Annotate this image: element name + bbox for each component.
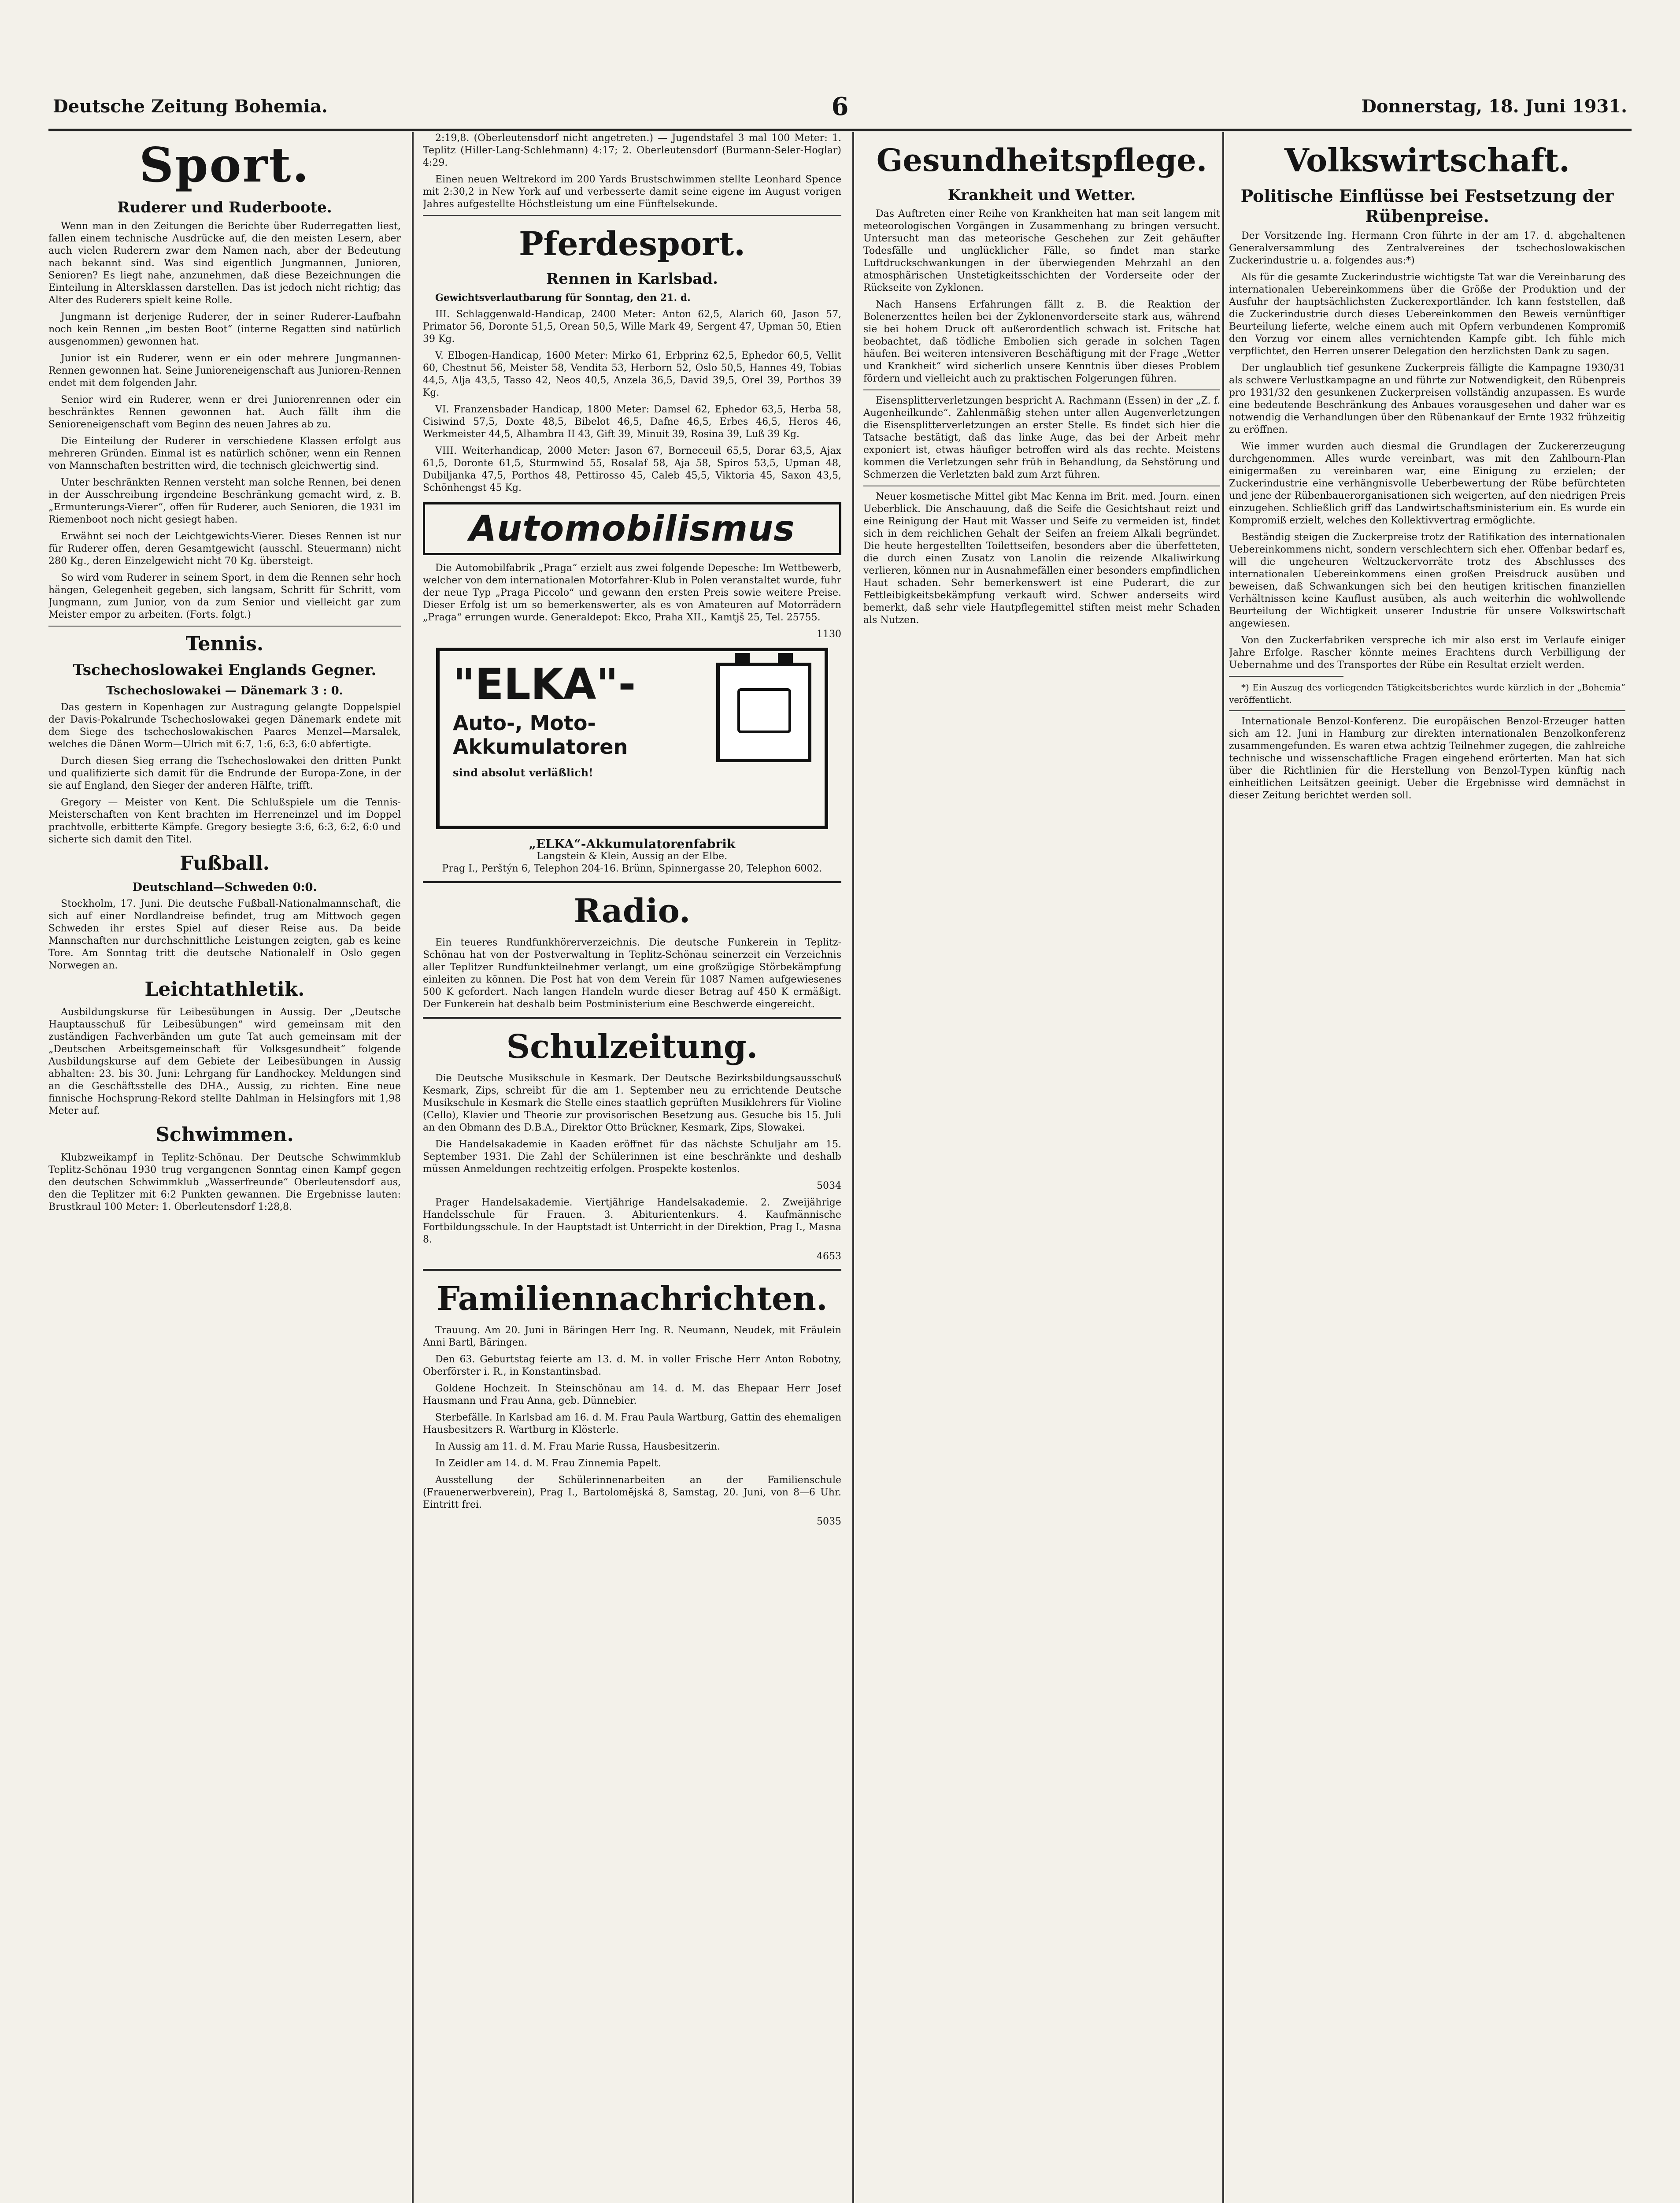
- race-entry: V. Elbogen-Handicap, 1600 Meter: Mirko 61, Erbprinz 62,5, Ephedor 60,5, Vellit 60, Chestnut 56, Meister 58, Vendita 53, Herborn 52, Oslo 50,5, Hannes 49, Tobias 44,5, Alja 43,5, Tasso 42, Neos 40,5, Anzela 36,5, David 39,5, Orel 39, Porthos 39 Kg.: [423, 350, 841, 398]
- divider: [423, 215, 841, 216]
- article-heading-karlsbad: Rennen in Karlsbad.: [546, 270, 718, 288]
- article-heading-tennis: Tschechoslowakei Englands Gegner.: [73, 661, 377, 679]
- article-paragraph: Die Einteilung der Ruderer in verschiedene Klassen erfolgt aus mehreren Gründen. Einmal ist es natürlich schöner, wenn ein Rennen von Mannschaften bestritten wird, die technisch gleichwertig sind.: [48, 436, 401, 471]
- section-heading-tennis: Tennis.: [185, 633, 264, 655]
- section-heading-leichtathletik: Leichtathletik.: [144, 978, 305, 1001]
- section-title-schulzeitung: Schulzeitung.: [506, 1028, 758, 1066]
- race-entry: VIII. Weiterhandicap, 2000 Meter: Jason 67, Borneceuil 65,5, Dorar 63,5, Ajax 61,5, Doronte 61,5, Sturmwind 55, Rosalaf 58, Aja 58, Spiros 53,5, Upman 48, Dubiljanka 47,5, Porthos 48, Pettirosso 45, Caleb 45,5, Viktoria 45, Saxon 43,5, Schönhengst 45 Kg.: [423, 445, 841, 493]
- header-rule: [48, 129, 1632, 131]
- article-paragraph: Von den Zuckerfabriken verspreche ich mir also erst im Verlaufe einiger Jahre Erfolge. Rascher könnte meines Erachtens durch Verbilligung der Uebernahme und des Transportes der Rübe ein Resultat erzielt werden.: [1229, 635, 1625, 671]
- article-paragraph: Beständig steigen die Zuckerpreise trotz der Ratifikation des internationalen Uebereinkommens nicht, sondern verschlechtern sich eher. Offenbar bedarf es, will die ungeheuren Weltzuckervorräte trotz des Abschlusses des internationalen Uebereinkommens einen großen Preisdruck ausüben und beweisen, daß Schwankungen sich bei den heutigen kritischen finanziellen Verhältnissen keine Kauflust ausüben, als auch weiterhin die wohlwollende Beurteilung der Wichtigkeit unserer Industrie für unsere Volkswirtschaft angewiesen.: [1229, 532, 1625, 629]
- article-paragraph: Nach Hansens Erfahrungen fällt z. B. die Reaktion der Bolenerzenttes heilen bei der Zyklonenvorderseite stark aus, während sie bei hohem Druck oft außerordentlich schwach ist. Fritsche hat beobachtet, daß tödliche Embolien sich gerade in solchen Tagen häufen. Bei weiteren intensiveren Beschäftigung mit der Frage „Wetter und Krankheit“ wird sicherlich unsere Kenntnis über dieses Problem fördern und vielleicht auch zu praktischen Folgerungen führen.: [863, 299, 1220, 384]
- article-paragraph: Internationale Benzol-Konferenz. Die europäischen Benzol-Erzeuger hatten sich am 12. Juni in Hamburg zur direkten internationalen Benzolkonferenz zusammengefunden. Es waren etwa achtzig Teilnehmer zugegen, die zahlreiche technische und wissenschaftliche Fragen eingehend erörterten. Man hat sich über die Richtlinien für die Herstellung von Benzol-Typen künftig nach einheitlichen Leitsätzen geeinigt. Ueber die Ergebnisse wird demnächst in dieser Zeitung berichtet werden soll.: [1229, 716, 1625, 801]
- section-title-automobilismus: Automobilismus: [469, 508, 795, 549]
- article-paragraph: Klubzweikampf in Teplitz-Schönau. Der Deutsche Schwimmklub Teplitz-Schönau 1930 trug vergangenen Sonntag einen Kampf gegen den deutschen Schwimmklub „Wasserfreunde“ Oberleutensdorf aus, den die Teplitzer mit 6:2 Punkten gewannen. Die Ergebnisse lauten: Brustkraul 100 Meter: 1. Oberleutensdorf 1:28,8.: [48, 1152, 401, 1213]
- masthead-name: Deutsche Zeitung Bohemia.: [53, 96, 328, 117]
- section-title-radio: Radio.: [574, 892, 691, 930]
- article-paragraph: In Zeidler am 14. d. M. Frau Zinnemia Papelt.: [435, 1458, 662, 1469]
- article-paragraph: In Aussig am 11. d. M. Frau Marie Russa, Hausbesitzerin.: [435, 1441, 721, 1452]
- section-title-pferdesport: Pferdesport.: [518, 225, 746, 263]
- running-header: [53, 93, 1627, 129]
- match-result: Tschechoslowakei — Dänemark 3 : 0.: [106, 684, 343, 697]
- elka-footer: [423, 838, 841, 875]
- footnote-rule: [1229, 676, 1343, 677]
- column-divider: [412, 132, 414, 2203]
- article-heading-krankheit: Krankheit und Wetter.: [947, 186, 1136, 204]
- article-paragraph: Stockholm, 17. Juni. Die deutsche Fußball-Nationalmannschaft, die sich auf einer Nordlandreise befindet, trug am Mittwoch gegen Schweden ihr erstes Spiel auf dieser Reise aus. Da beide Mannschaften nur durchschnittliche Leistungen zeigten, gab es keine Tore. Am Sonntag tritt die deutsche Nationalelf in Oslo gegen Norwegen an.: [48, 898, 401, 971]
- battery-icon: [716, 663, 811, 762]
- article-paragraph: Der Vorsitzende Ing. Hermann Cron führte in der am 17. d. abgehaltenen Generalversammlung des Zentralvereines der tschechoslowakischen Zuckerindustrie u. a. folgendes aus:*): [1229, 230, 1625, 266]
- elka-branches: Prag I., Perštýn 6, Telephon 204-16. Brünn, Spinnergasse 20, Telephon 6002.: [442, 863, 822, 874]
- column-volkswirtschaft: [1229, 132, 1625, 2203]
- article-heading-rubenpreise: Politische Einflüsse bei Festsetzung der Rübenpreise.: [1240, 186, 1614, 226]
- article-paragraph: Das Auftreten einer Reihe von Krankheiten hat man seit langem mit meteorologischen Vorgängen in Zusammenhang zu bringen versucht. Untersucht man das meteorische Geschehen zur Zeit gehäufter Todesfälle und unglücklicher Fälle, so findet man starke Luftdruckschwankungen in der überwiegenden Mehrzahl an den atmosphärischen Unstetigkeitsschichten der Vorderseite oder der Rückseite von Zyklonen.: [863, 208, 1220, 293]
- column-sport: [48, 132, 401, 2203]
- section-title-volkswirtschaft: Volkswirtschaft.: [1284, 141, 1570, 179]
- divider: [1229, 710, 1625, 711]
- article-paragraph: Gregory — Meister von Kent. Die Schlußspiele um die Tennis-Meisterschaften von Kent brachten im Herreneinzel und im Doppel prachtvolle, erbitterte Kämpfe. Gregory besiegte 3:6, 6:3, 6:2, 6:0 und sicherte sich damit den Titel.: [48, 797, 401, 845]
- column-gesundheit: [863, 132, 1220, 2203]
- article-paragraph: Die Automobilfabrik „Praga“ erzielt aus zwei folgende Depesche: Im Wettbewerb, welcher von dem internationalen Motorfahrer-Klub in Polen veranstaltet wurde, fuhr der neue Typ „Praga Piccolo“ und gewann den ersten Preis sowie weitere Preise. Dieser Erfolg ist um so bemerkenswerter, als es von Amateuren auf Motorrädern „Praga“ errungen wurde. Generaldepot: Ekco, Praha XII., Kamtjš 25, Tel. 25755.: [423, 563, 841, 623]
- article-paragraph: Ausbildungskurse für Leibesübungen in Aussig. Der „Deutsche Hauptausschuß für Leibesübungen“ wird gemeinsam mit den zuständigen Fachverbänden um gute Tat auch gemeinsam mit der „Deutschen Arbeitsgemeinschaft für Volksgesundheit“ folgende Ausbildungskurse auf dem Gebiete der Leibesübungen in Aussig abhalten: 23. bis 30. Juni: Lehrgang für Landhockey. Meldungen sind an die Geschäftsstelle des DHA., Aussig, zu richten. Eine neue finnische Hochsprung-Rekord stellte Dahlman in Helsingfors mit 1,98 Meter auf.: [48, 1007, 401, 1116]
- section-heading-fussball: Fußball.: [180, 852, 270, 875]
- article-paragraph: Ein teueres Rundfunkhörerverzeichnis. Die deutsche Funkerein in Teplitz-Schönau hat von der Postverwaltung in Teplitz-Schönau seinerzeit ein Verzeichnis aller Teplitzer Rundfunkteilnehmer verlangt, um eine großzügige Störbekämpfung einleiten zu können. Die Post hat von dem Verein für 1087 Namen aufgewiesenes 500 K gefordert. Nach langen Handeln wurde dieser Betrag auf 450 K ermäßigt. Der Funkerein hat deshalb beim Postministerium eine Beschwerde eingereicht.: [423, 937, 841, 1010]
- article-paragraph: Als für die gesamte Zuckerindustrie wichtigste Tat war die Vereinbarung des internationalen Uebereinkommens über die Größe der Produktion und der Ausfuhr der hauptsächlichsten Zuckerexportländer. Ich kann feststellen, daß die Zuckerindustrie durch dieses Uebereinkommen den Beweis vernünftiger Beurteilung lieferte, welche einem auch mit Opfern verbundenen Kompromiß den Vorzug vor einem alles vernichtenden Kampfe gibt. Ich fühle mich verpflichtet, den Herren unserer Delegation den herzlichsten Dank zu sagen.: [1229, 272, 1625, 357]
- article-paragraph: 2:19,8. (Oberleutensdorf nicht angetreten.) — Jugendstafel 3 mal 100 Meter: 1. Teplitz (Hiller-Lang-Schlehmann) 4:17; 2. Oberleutensdorf (Burmann-Seler-Hoglar) 4:29.: [423, 133, 841, 168]
- article-paragraph: Den 63. Geburtstag feierte am 13. d. M. in voller Frische Herr Anton Robotny, Oberförster i. R., in Konstantinsbad.: [423, 1354, 841, 1377]
- article-paragraph: Jungmann ist derjenige Ruderer, der in seiner Ruderer-Laufbahn noch kein Rennen „im besten Boot“ (interne Regatten sind natürlich ausgenommen) gewonnen hat.: [48, 312, 401, 347]
- article-paragraph: So wird vom Ruderer in seinem Sport, in dem die Rennen sehr hoch hängen, Gelegenheit gegeben, sich langsam, Schritt für Schritt, vom Jungmann, zum Junior, von da zum Senior und vielleicht gar zum Meister empor zu arbeiten. (Forts. folgt.): [48, 572, 401, 620]
- automobilismus-box: [423, 502, 841, 555]
- article-paragraph: Sterbefälle. In Karlsbad am 16. d. M. Frau Paula Wartburg, Gattin des ehemaligen Hausbesitzers R. Wartburg in Klösterle.: [423, 1412, 841, 1435]
- article-paragraph: Eisensplitterverletzungen bespricht A. Rachmann (Essen) in der „Z. f. Augenheilkunde“. Zahlenmäßig stehen unter allen Augenverletzungen die Eisensplitterverletzungen an erster Stelle. Es findet sich hier die Tatsache bestätigt, daß das linke Auge, das bei der Arbeit mehr exponiert ist, etwas häufiger betroffen wird als das rechte. Meistens kommen die Verletzungen sehr früh in Behandlung, da Sehstörung und Schmerzen die Verletzten bald zum Arzt führen.: [863, 395, 1220, 480]
- issue-date: Donnerstag, 18. Juni 1931.: [1361, 96, 1627, 117]
- elka-company: „ELKA“-Akkumulatorenfabrik: [529, 837, 736, 851]
- elka-advertisement: [436, 648, 828, 829]
- article-paragraph: Ausstellung der Schülerinnenarbeiten an der Familienschule (Frauenerwerbverein), Prag I., Bartolomějská 8, Samstag, 20. Juni, von 8—6 Uhr. Eintritt frei.: [423, 1475, 841, 1510]
- battery-terminal: [778, 653, 793, 664]
- elka-tagline: sind absolut verläßlich!: [453, 766, 593, 779]
- battery-gauge: [737, 688, 791, 733]
- section-heading-schwimmen: Schwimmen.: [155, 1124, 294, 1146]
- elka-brand: "ELKA"-: [453, 660, 636, 709]
- section-title-familie: Familiennachrichten.: [437, 1280, 828, 1318]
- article-paragraph: Prager Handelsakademie. Viertjährige Handelsakademie. 2. Zweijährige Handelsschule für Frauen. 3. Abiturientenkurs. 4. Kaufmännische Fortbildungsschule. In der Hauptstadt ist Unterricht in der Direktion, Prag I., Masna 8.: [423, 1197, 841, 1245]
- ad-code: 1130: [817, 629, 841, 640]
- article-paragraph: Junior ist ein Ruderer, wenn er ein oder mehrere Jungmannen-Rennen gewonnen hat. Seine Junioreneigenschaft aus Junioren-Rennen endet mit dem folgenden Jahr.: [48, 353, 401, 389]
- column-divider: [1222, 132, 1224, 2203]
- ad-code: 4653: [817, 1251, 841, 1262]
- footnote: *) Ein Auszug des vorliegenden Tätigkeitsberichtes wurde kürzlich in der „Bohemia“ veröffentlicht.: [1229, 682, 1625, 705]
- column-two: [423, 132, 841, 2203]
- article-paragraph: Neuer kosmetische Mittel gibt Mac Kenna im Brit. med. Journ. einen Ueberblick. Die Anschauung, daß die Seife die Gesichtshaut reizt und eine Reinigung der Haut mit Wasser und Seife zu vermeiden ist, findet sich in dem reichlichen Gehalt der Seifen an freiem Alkali begründet. Die heute hergestellten Toilettseifen, besonders aber die überfetteten, die durch einen Zusatz von Lanolin die reizende Alkaliwirkung verlieren, können nur in Ausnahmefällen einer besonders empfindlichen Haut schaden. Sehr bemerkenswert ist eine Puderart, die zur Fettleibigkeitsbekämpfung verkauft wird. Schwer anderseits wird bemerkt, daß sehr viele Hautpflegemittel stiften meist mehr Schaden als Nutzen.: [863, 491, 1220, 626]
- divider: [423, 881, 841, 883]
- article-paragraph: Goldene Hochzeit. In Steinschönau am 14. d. M. das Ehepaar Herr Josef Hausmann und Frau Anna, geb. Dünnebier.: [423, 1383, 841, 1406]
- article-paragraph: Wenn man in den Zeitungen die Berichte über Ruderregatten liest, fallen einem technische Ausdrücke auf, die den meisten Lesern, aber auch vielen Ruderern zwar dem Namen nach, aber der Bedeutung nach bekannt sind. Was sind eigentlich Jungmannen, Junioren, Senioren? Es liegt nahe, anzunehmen, daß diese Bezeichnungen die Einteilung in Altersklassen darstellen. Das ist jedoch nicht richtig; das Alter des Ruderers spielt keine Rolle.: [48, 221, 401, 306]
- ad-code: 5035: [817, 1516, 841, 1527]
- divider: [423, 1017, 841, 1019]
- section-title-sport: Sport.: [139, 137, 310, 193]
- article-paragraph: Erwähnt sei noch der Leichtgewichts-Vierer. Dieses Rennen ist nur für Ruderer offen, deren Gesamtgewicht (ausschl. Steuermann) nicht 280 Kg., deren Einzelgewicht nicht 70 Kg. übersteigt.: [48, 531, 401, 567]
- divider: [48, 626, 401, 627]
- match-result: Deutschland—Schweden 0:0.: [132, 881, 317, 894]
- race-entry: III. Schlaggenwald-Handicap, 2400 Meter: Anton 62,5, Alarich 60, Jason 57, Primator 56, Doronte 51,5, Orean 50,5, Wille Mark 49, Sergent 47, Upman 50, Etien 39 Kg.: [423, 309, 841, 345]
- divider: [863, 389, 1220, 390]
- article-paragraph: Die Handelsakademie in Kaaden eröffnet für das nächste Schuljahr am 15. September 1931. Die Zahl der Schülerinnen ist eine beschränkte und deshalb müssen Anmeldungen rechtzeitig erfolgen. Prospekte kostenlos.: [423, 1139, 841, 1175]
- page-number: 6: [831, 92, 849, 121]
- ad-code: 5034: [817, 1180, 841, 1191]
- article-paragraph: Trauung. Am 20. Juni in Bäringen Herr Ing. R. Neumann, Neudek, mit Fräulein Anni Bartl, Bäringen.: [423, 1325, 841, 1348]
- race-entry: VI. Franzensbader Handicap, 1800 Meter: Damsel 62, Ephedor 63,5, Herba 58, Cisiwind 57,5, Doxte 48,5, Bibelot 46,5, Dafne 46,5, Erbes 46,5, Heros 46, Werkmeister 44,5, Alhambra II 43, Gift 39, Minuit 39, Rosina 39, Luß 39 Kg.: [423, 404, 841, 440]
- elka-product-lines: [453, 711, 628, 759]
- article-paragraph: Unter beschränkten Rennen versteht man solche Rennen, bei denen in der Ausschreibung irgendeine Beschränkung gemacht wird, z. B. „Ermunterungs-Vierer“, offen für Ruderer, auch Senioren, die 1931 im Riemenboot noch nicht gesiegt haben.: [48, 477, 401, 525]
- article-heading-rudern: Ruderer und Ruderboote.: [117, 199, 332, 216]
- race-intro: Gewichtsverlautbarung für Sonntag, den 21. d.: [435, 292, 691, 304]
- divider: [423, 1269, 841, 1271]
- elka-line1: Auto-, Moto-: [453, 711, 596, 735]
- elka-address: Langstein & Klein, Aussig an der Elbe.: [537, 851, 728, 862]
- article-paragraph: Einen neuen Weltrekord im 200 Yards Brustschwimmen stellte Leonhard Spence mit 2:30,2 in New York auf und verbesserte damit seine eigene im August vorigen Jahres aufgestellte Höchstleistung um eine Fünftelsekunde.: [423, 174, 841, 210]
- article-paragraph: Das gestern in Kopenhagen zur Austragung gelangte Doppelspiel der Davis-Pokalrunde Tschechoslowakei gegen Dänemark endete mit dem Siege des tschechoslowakischen Paares Menzel—Marsalek, welches die Dänen Worm—Ulrich mit 6:7, 1:6, 6:3, 6:0 abfertigte.: [48, 702, 401, 750]
- article-paragraph: Durch diesen Sieg errang die Tschechoslowakei den dritten Punkt und qualifizierte sich damit für die Endrunde der Europa-Zone, in der sie auf England, den Sieger der anderen Hälfte, trifft.: [48, 756, 401, 791]
- section-title-gesundheit: Gesundheitspflege.: [876, 142, 1207, 178]
- battery-terminal: [735, 653, 750, 664]
- elka-line2: Akkumulatoren: [453, 735, 628, 759]
- column-divider: [852, 132, 854, 2203]
- article-paragraph: Der unglaublich tief gesunkene Zuckerpreis fälligte die Kampagne 1930/31 als schwere Verlustkampagne an und führte zur Notwendigkeit, den Rübenpreis pro 1931/32 den gesunkenen Zuckerpreisen vollständig anzupassen. Es wurde eine bedeutende Beschränkung des Anbaues vorausgesehen und daher war es notwendig die Verhandlungen über den Rübenankauf der Ernte 1932 frühzeitig zu eröffnen.: [1229, 363, 1625, 435]
- article-paragraph: Senior wird ein Ruderer, wenn er drei Juniorenrennen oder ein beschränktes Rennen gewonnen hat. Auch fällt ihm die Senioreneigenschaft vom Beginn des neuen Jahres ab zu.: [48, 394, 401, 430]
- article-paragraph: Die Deutsche Musikschule in Kesmark. Der Deutsche Bezirksbildungsausschuß Kesmark, Zips, schreibt für die am 1. September neu zu errichtende Deutsche Musikschule in Kesmark die Stelle eines staatlich geprüften Musiklehrers für Violine (Cello), Klavier und Theorie zur provisorischen Besetzung aus. Gesuche bis 15. Juli an den Obmann des D.B.A., Direktor Otto Brückner, Kesmark, Zips, Slowakei.: [423, 1073, 841, 1133]
- article-paragraph: Wie immer wurden auch diesmal die Grundlagen der Zuckererzeugung durchgenommen. Alles wurde vereinbart, was mit den Zahlbourn-Plan einigermaßen zu vereinbaren war, eine Einigung zu erzielen; der Zuckerindustrie eine verhängnisvolle Ueberbewertung der Rübe befürchteten und jene der Rübenbauerorganisationen sich weigerten, auf den niedrigen Preis einzugehen. Schließlich griff das Landwirtschaftsministerium ein. Es wurde ein Kompromiß erzielt, welches den Kollektivvertrag ermöglichte.: [1229, 441, 1625, 526]
